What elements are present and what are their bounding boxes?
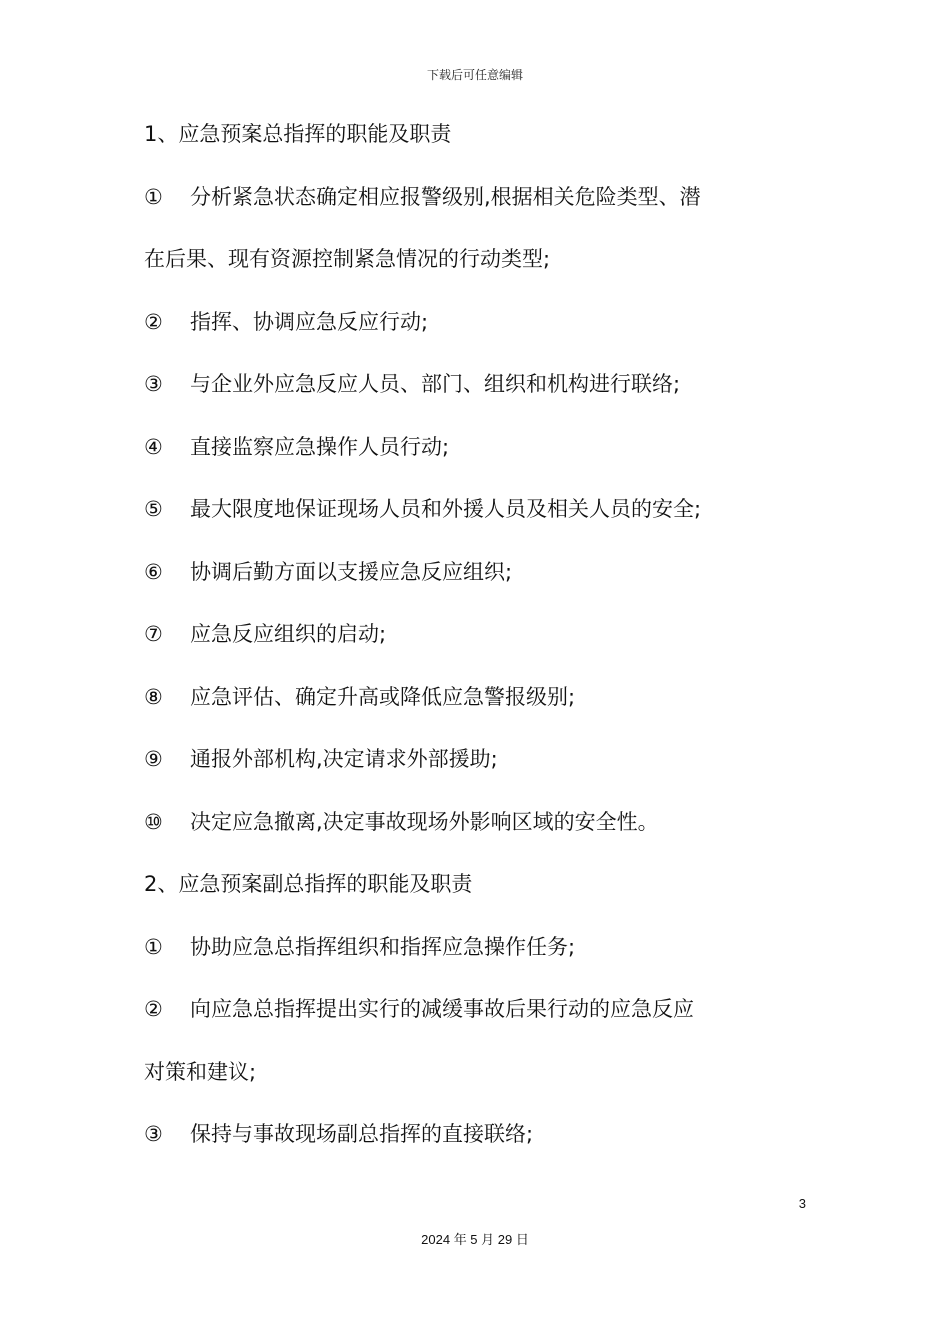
item-number: ⑥ (144, 559, 163, 584)
item-number: ① (144, 184, 163, 209)
list-item (144, 366, 784, 429)
item-number: ③ (144, 372, 163, 396)
item-number: ③ (144, 1122, 163, 1146)
document-body (144, 116, 784, 1179)
line-text: 协助应急总指挥组织和指挥应急操作任务; (190, 934, 576, 959)
line-text: 对策和建议; (144, 1059, 257, 1084)
line-text: 直接监察应急操作人员行动; (190, 434, 450, 459)
line-text: 与企业外应急反应人员、部门、组织和机构进行联络; (190, 372, 681, 396)
line-text: 指挥、协调应急反应行动; (190, 309, 429, 334)
list-item (144, 491, 784, 554)
item-number: ⑦ (144, 622, 163, 646)
line-text: 分析紧急状态确定相应报警级别,根据相关危险类型、潜 (190, 184, 701, 209)
list-item (144, 741, 784, 804)
line-text: 向应急总指挥提出实行的减缓事故后果行动的应急反应 (190, 997, 694, 1021)
item-number: ④ (144, 434, 163, 459)
list-item (144, 304, 784, 367)
list-item (144, 554, 784, 617)
list-item (144, 679, 784, 742)
item-number: ⑩ (144, 809, 163, 834)
item-number: ② (144, 997, 163, 1021)
section-heading (144, 116, 784, 179)
list-item (144, 616, 784, 679)
list-item-continuation (144, 1054, 784, 1117)
line-text: 应急反应组织的启动; (190, 622, 387, 646)
line-text: 协调后勤方面以支援应急反应组织; (190, 559, 513, 584)
list-item (144, 929, 784, 992)
list-item-continuation (144, 241, 784, 304)
list-item (144, 1116, 784, 1179)
page-number: 3 (798, 1196, 806, 1211)
line-text: 保持与事故现场副总指挥的直接联络; (190, 1122, 534, 1146)
line-text: 在后果、现有资源控制紧急情况的行动类型; (144, 247, 551, 271)
line-text: 1、应急预案总指挥的职能及职责 (144, 122, 452, 146)
list-item (144, 179, 784, 242)
item-number: ① (144, 934, 163, 959)
line-text: 应急评估、确定升高或降低应急警报级别; (190, 684, 576, 709)
line-text: 通报外部机构,决定请求外部援助; (190, 747, 498, 771)
line-text: 决定应急撤离,决定事故现场外影响区域的安全性。 (190, 809, 659, 834)
section-heading (144, 866, 784, 929)
item-number: ⑤ (144, 497, 163, 521)
list-item (144, 429, 784, 492)
item-number: ② (144, 309, 163, 334)
page-footer-date: 2024 年 5 月 29 日 (421, 1232, 529, 1247)
item-number: ⑨ (144, 747, 163, 771)
list-item (144, 804, 784, 867)
line-text: 最大限度地保证现场人员和外援人员及相关人员的安全; (190, 497, 702, 521)
item-number: ⑧ (144, 684, 163, 709)
list-item (144, 991, 784, 1054)
line-text: 2、应急预案副总指挥的职能及职责 (144, 872, 473, 896)
page-header: 下载后可任意编辑 (426, 68, 523, 82)
